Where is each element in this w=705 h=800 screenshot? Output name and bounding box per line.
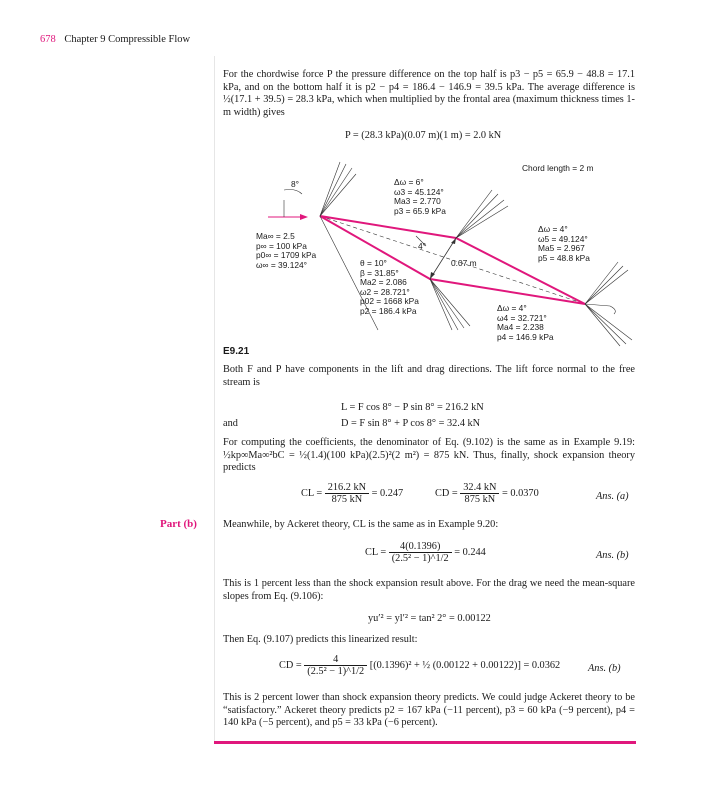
upper-expansion-fan	[456, 190, 508, 238]
label-line: p3 = 65.9 kPa	[394, 205, 446, 216]
label-line: p02 = 1668 kPa	[360, 296, 419, 306]
cl-b-label: CL =	[365, 546, 387, 558]
equation-cd-a	[435, 482, 539, 505]
equation-drag: D = F sin 8° + P cos 8° = 32.4 kN	[341, 418, 481, 429]
paragraph-coefficients: For computing the coefficients, the denominator of Eq. (9.102) is the same as in Example 9.19: ½kp∞Ma∞²bC = ½(1.4)(100 kPa)(2.5)²(2 m²) = 875 kN. Thus, finally, shock expansion theory predicts	[223, 437, 635, 474]
label-line: Δω = 4°	[538, 224, 568, 234]
label-line: ω5 = 49.124°	[538, 233, 588, 244]
equation-lift: L = F cos 8° − P sin 8° = 216.2 kN	[341, 402, 484, 413]
chapter-title: Chapter 9 Compressible Flow	[64, 34, 191, 45]
label-line: ω∞ = 39.124°	[256, 259, 308, 270]
cd-numerator: 32.4 kN	[460, 482, 499, 494]
cd-b-numerator: 4	[304, 654, 367, 666]
page-number: 678	[40, 34, 56, 45]
label-line: ω3 = 45.124°	[394, 186, 444, 197]
freestream-labels	[256, 232, 316, 270]
equation-slopes: yu′² = yl′² = tan² 2° = 0.00122	[368, 613, 491, 624]
thickness-arrow-bottom	[430, 272, 435, 279]
paragraph-mean-square: This is 1 percent less than the shock expansion result above. For the drag we need the mean-square slopes from Eq. (9.106):	[223, 578, 635, 602]
cl-b-value: = 0.244	[454, 546, 486, 558]
label-line: p2 = 186.4 kPa	[360, 305, 417, 316]
part-b-label: Part (b)	[160, 518, 197, 530]
label-line: ω4 = 32.721°	[497, 312, 547, 323]
cl-denominator: 875 kN	[331, 494, 363, 505]
trailing-edge-shocks	[585, 262, 632, 346]
equation-p: P = (28.3 kPa)(0.07 m)(1 m) = 2.0 kN	[345, 130, 502, 141]
cd-b-label: CD =	[279, 659, 302, 671]
angle-8-label: 8°	[291, 179, 300, 189]
upper-second-labels	[538, 225, 590, 263]
cl-b-numerator: 4(0.1396)	[389, 541, 452, 553]
cd-label: CD =	[435, 487, 458, 499]
angle-arc-8	[284, 190, 302, 195]
lower-first-labels	[360, 259, 419, 316]
answer-a: Ans. (a)	[596, 491, 629, 502]
freestream-arrowhead	[300, 214, 308, 220]
figure-id: E9.21	[223, 346, 250, 357]
equation-cd-b	[279, 654, 560, 677]
label-line: Ma3 = 2.770	[394, 196, 441, 206]
cl-b-denominator: (2.5² − 1)^1/2	[391, 553, 449, 564]
label-line: ω2 = 28.721°	[360, 286, 410, 297]
thickness-arrow-top	[451, 238, 456, 244]
answer-b-cl: Ans. (b)	[596, 550, 629, 561]
cl-numerator: 216.2 kN	[325, 482, 369, 494]
and-word: and	[223, 418, 238, 429]
page-header	[40, 34, 190, 45]
label-line: p5 = 48.8 kPa	[538, 252, 590, 263]
angle-4-label: 4°	[418, 241, 427, 251]
cl-label: CL =	[301, 487, 323, 499]
paragraph-conclusion: This is 2 percent lower than shock expansion theory predicts. We could judge Ackeret theory to be “satisfactory.” Ackeret theory predicts p2 = 167 kPa (−11 percent), p3 = 60 kPa (−9 percent), p4 = 140 kPa (−5 percent), and p5 = 33 kPa (−6 percent).	[223, 692, 635, 729]
label-line: Ma2 = 2.086	[360, 277, 407, 287]
cd-b-rest: [(0.1396)² + ½ (0.00122 + 0.00122)] = 0.0362	[369, 659, 561, 671]
label-line: p0∞ = 1709 kPa	[256, 250, 317, 260]
lower-second-labels	[497, 304, 554, 342]
label-line: Δω = 4°	[497, 303, 527, 313]
paragraph-chordwise-force: For the chordwise force P the pressure difference on the top half is p3 − p5 = 65.9 − 48.8 = 17.1 kPa, and on the bottom half it is p2 − p4 = 186.4 − 146.9 = 39.5 kPa. The average difference is ½(17.1 + 39.5) = 28.3 kPa, which when multiplied by the frontal area (maximum thickness times 1-m width) gives	[223, 69, 635, 118]
label-line: p∞ = 100 kPa	[256, 240, 307, 251]
thickness-label: 0.07 m	[451, 258, 477, 268]
chord-label: Chord length = 2 m	[522, 163, 594, 173]
paragraph-lift-drag: Both F and P have components in the lift and drag directions. The lift force normal to the free stream is	[223, 364, 635, 388]
lower-expansion-fan	[430, 279, 470, 330]
equation-cl-b	[365, 541, 486, 564]
cd-b-denominator: (2.5² − 1)^1/2	[307, 666, 365, 677]
label-line: Ma5 = 2.967	[538, 243, 585, 253]
answer-b-cd: Ans. (b)	[588, 663, 621, 674]
section-end-rule	[214, 741, 636, 744]
cd-denominator: 875 kN	[464, 494, 496, 505]
paragraph-linearized: Then Eq. (9.107) predicts this linearized result:	[223, 634, 418, 645]
paragraph-ackeret: Meanwhile, by Ackeret theory, CL is the same as in Example 9.20:	[223, 519, 499, 530]
equation-cl-a	[301, 482, 403, 505]
label-line: θ = 10°	[360, 258, 387, 268]
cl-value: = 0.247	[371, 487, 404, 499]
label-line: Ma∞ = 2.5	[256, 231, 295, 241]
label-line: Δω = 6°	[394, 177, 424, 187]
leading-edge-shock	[320, 162, 356, 216]
upper-first-labels	[394, 178, 446, 216]
cd-value: = 0.0370	[502, 487, 539, 499]
label-line: p4 = 146.9 kPa	[497, 331, 554, 342]
label-line: Ma4 = 2.238	[497, 322, 544, 332]
label-line: β = 31.85°	[360, 267, 399, 278]
